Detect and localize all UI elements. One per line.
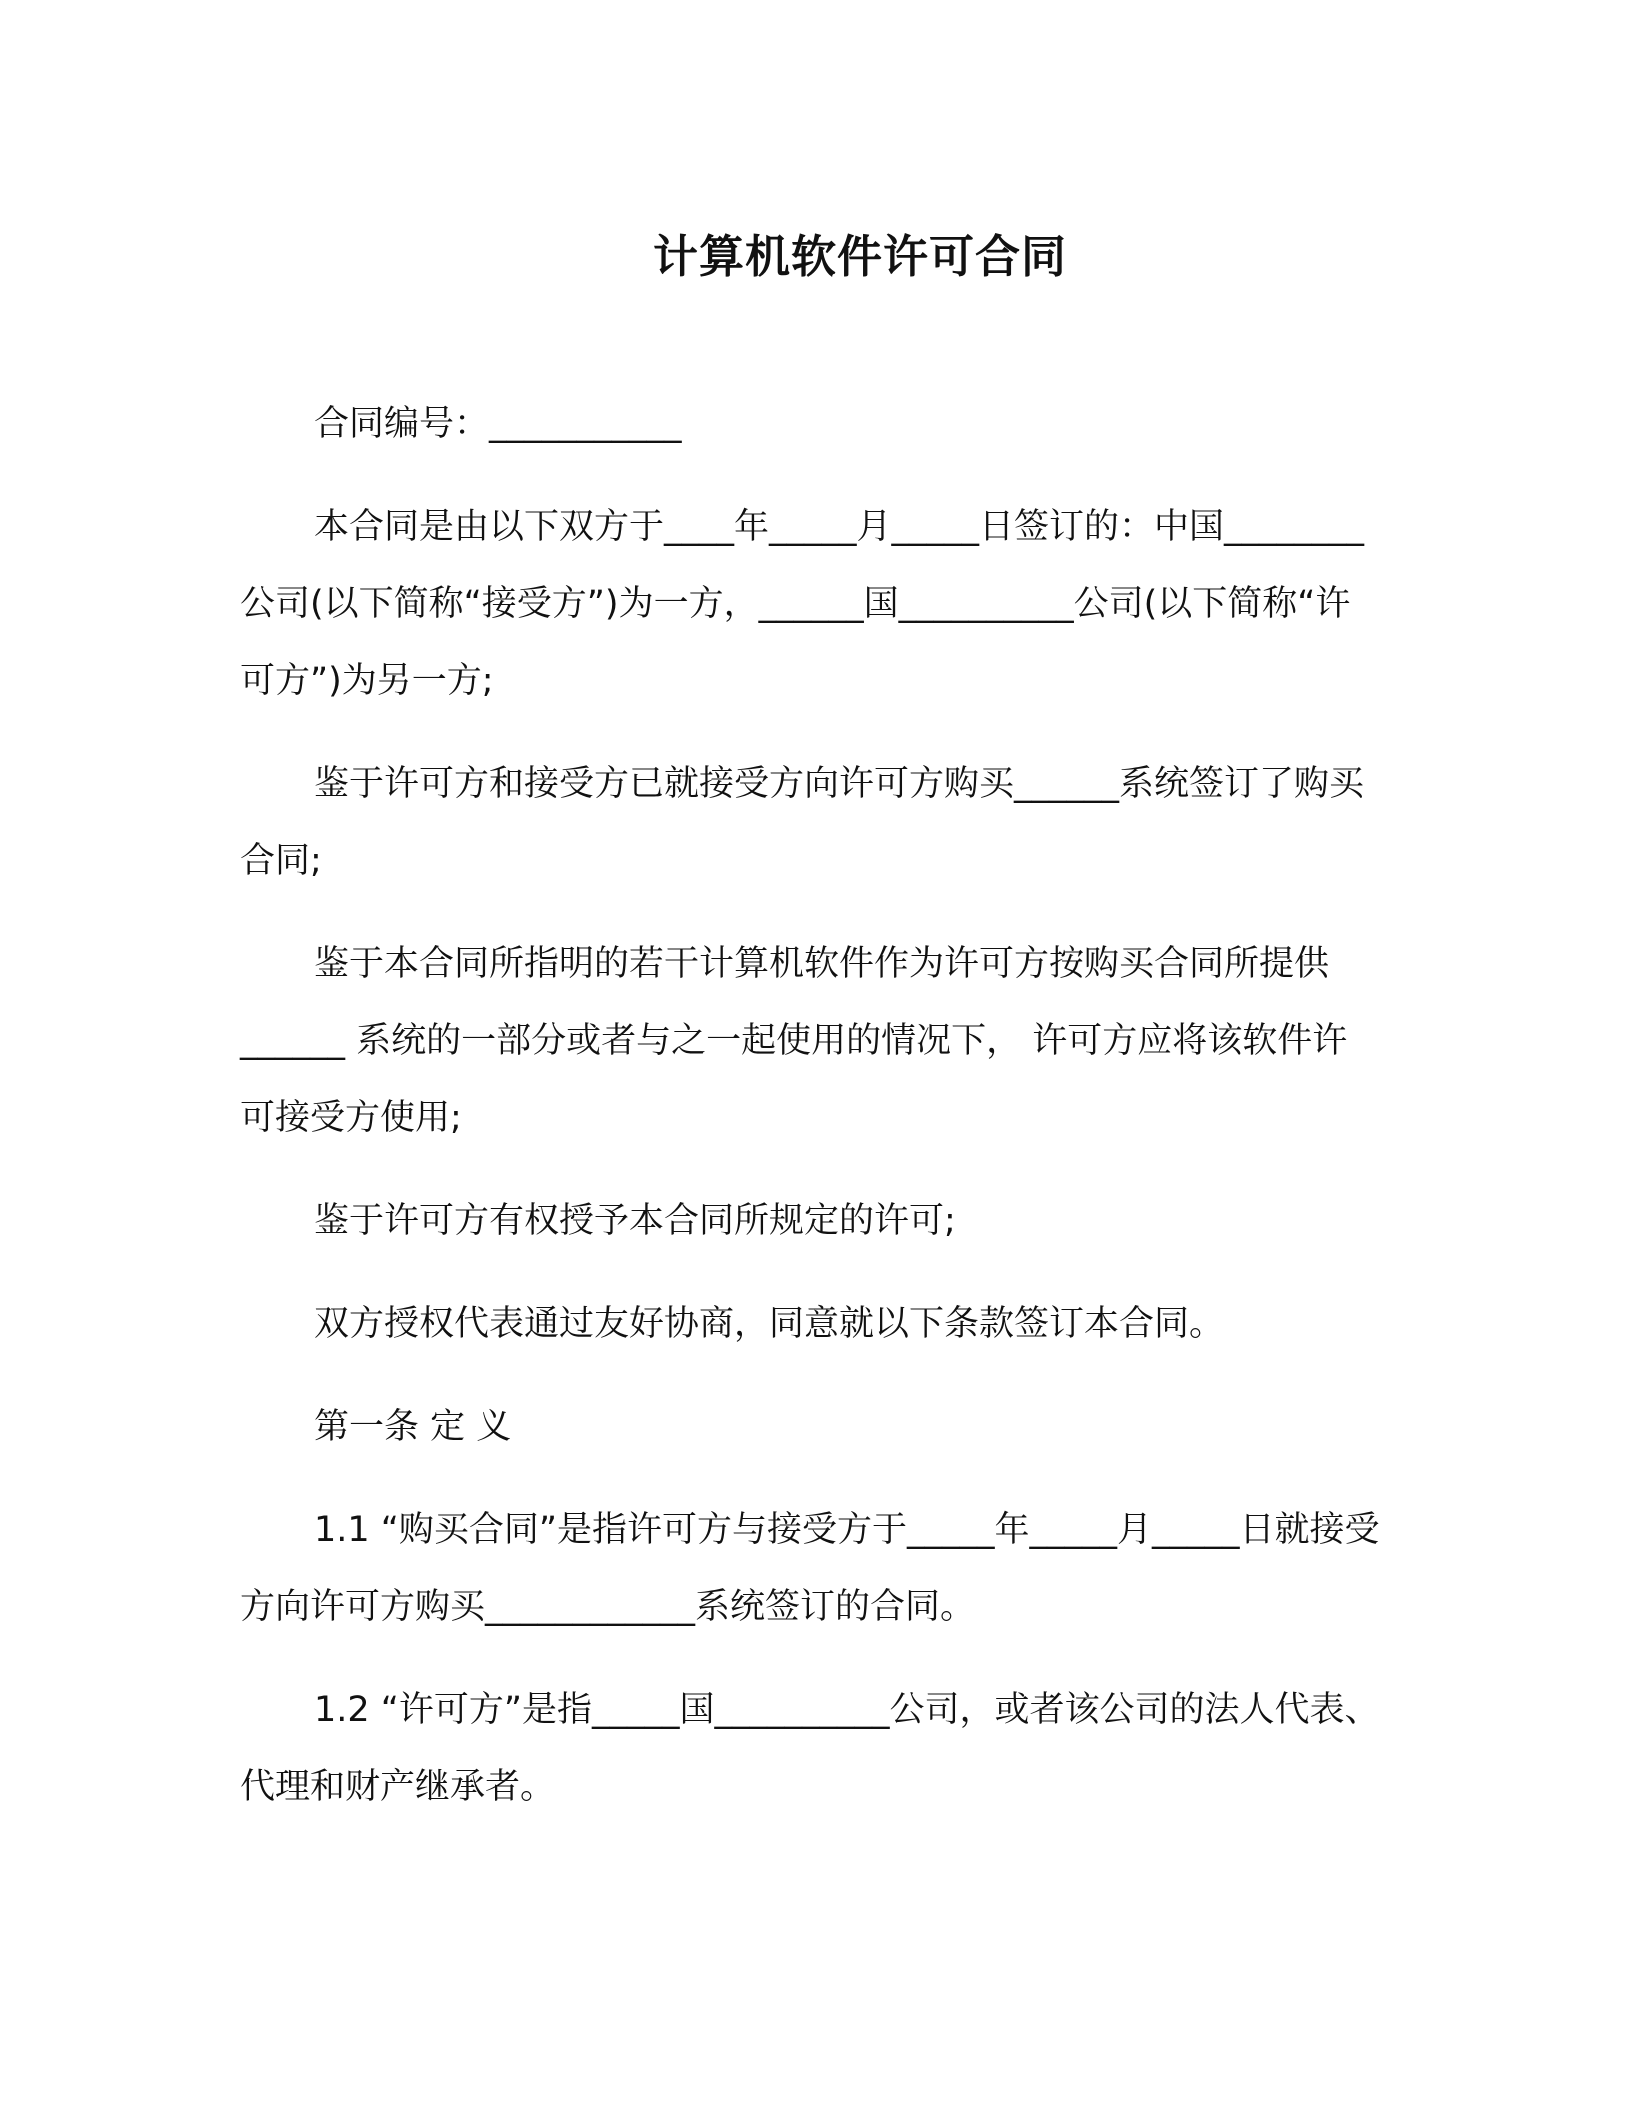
- recital-software-license: 鉴于本合同所指明的若干计算机软件作为许可方按购买合同所提供______ 系统的一部分或者与之一起使用的情况下， 许可方应将该软件许可接受方使用;: [240, 944, 1348, 1138]
- recital-purchase-contract: 鉴于许可方和接受方已就接受方向许可方购买______系统签订了购买合同;: [240, 764, 1365, 881]
- agreement-statement: 双方授权代表通过友好协商，同意就以下条款签订本合同。: [314, 1304, 1225, 1344]
- definition-1-1: 1.1 “购买合同”是指许可方与接受方于_____年_____月_____日就接受方向许可方购买____________系统签订的合同。: [240, 1510, 1380, 1627]
- contract-number-line: 合同编号：___________: [314, 404, 682, 444]
- document-title: 计算机软件许可合同: [652, 230, 1067, 283]
- document-body: [240, 386, 1380, 1826]
- parties-paragraph: 本合同是由以下双方于____年_____月_____日签订的：中国________公司(以下简称“接受方”)为一方，______国__________公司(以下简称“许可方”)为另一方;: [240, 507, 1365, 701]
- definition-1-2: 1.2 “许可方”是指_____国__________公司，或者该公司的法人代表、代理和财产继承者。: [240, 1690, 1380, 1807]
- article-1-heading: 第一条 定 义: [314, 1407, 512, 1447]
- recital-authority: 鉴于许可方有权授予本合同所规定的许可;: [314, 1201, 956, 1241]
